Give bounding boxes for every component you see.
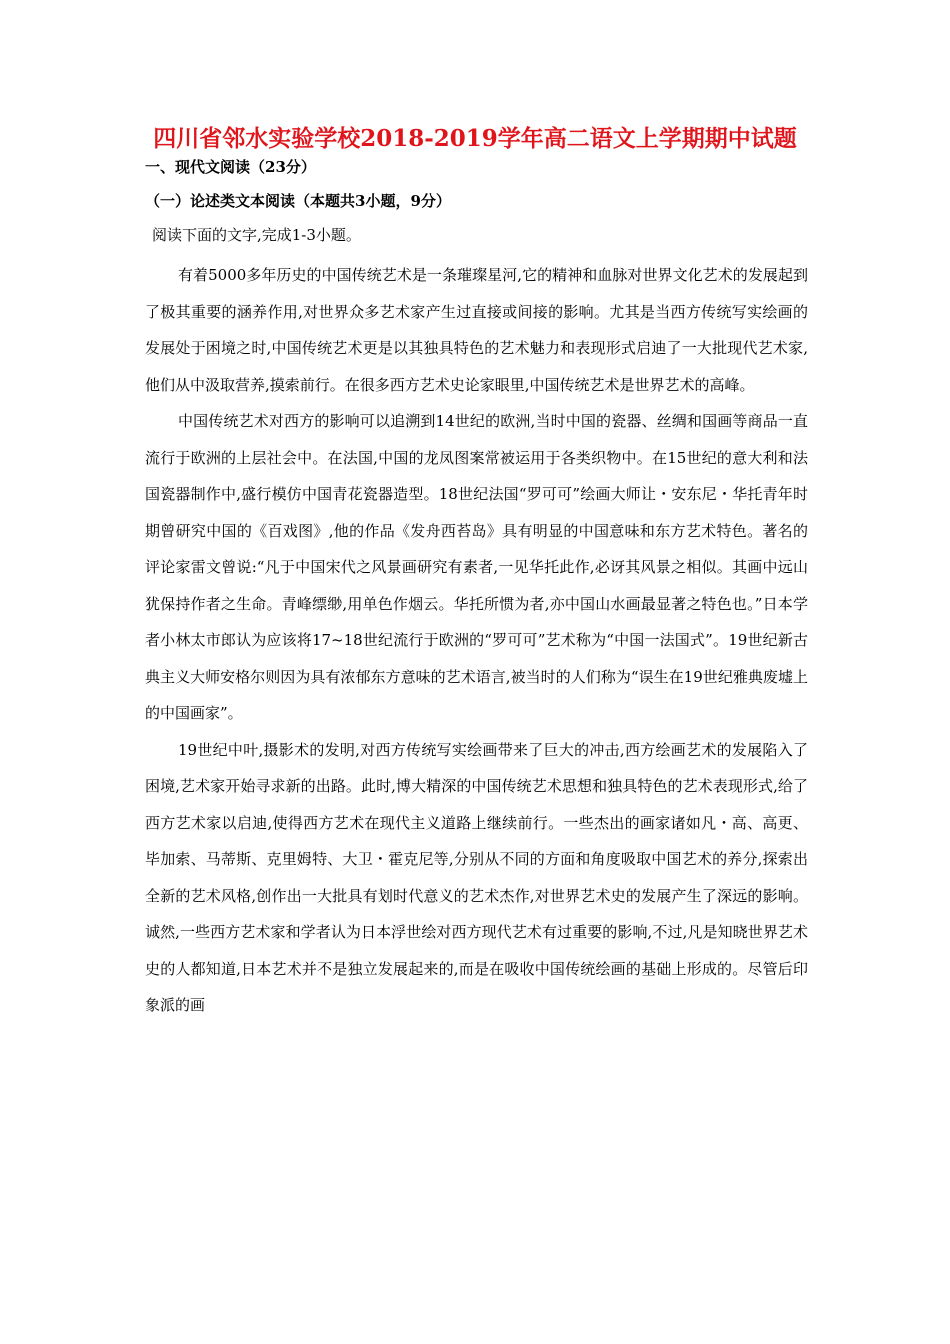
article-body xyxy=(145,257,808,1024)
paragraph-1: 有着5000多年历史的中国传统艺术是一条璀璨星河,它的精神和血脉对世界文化艺术的发展起到了极其重要的涵养作用,对世界众多艺术家产生过直接或间接的影响。尤其是当西方传统写实绘画的发展处于困境之时,中国传统艺术更是以其独具特色的艺术魅力和表现形式启迪了一大批现代艺术家,他们从中汲取营养,摸索前行。在很多西方艺术史论家眼里,中国传统艺术是世界艺术的高峰。 xyxy=(145,266,808,394)
section-heading: 一、现代文阅读（23分） xyxy=(145,158,316,176)
reading-instruction: 阅读下面的文字,完成1-3小题。 xyxy=(152,226,361,244)
subsection-heading: （一）论述类文本阅读（本题共3小题，9分） xyxy=(145,192,451,210)
document-title: 四川省邻水实验学校2018-2019学年高二语文上学期期中试题 xyxy=(153,125,797,152)
paragraph-3: 19世纪中叶,摄影术的发明,对西方传统写实绘画带来了巨大的冲击,西方绘画艺术的发展陷入了困境,艺术家开始寻求新的出路。此时,博大精深的中国传统艺术思想和独具特色的艺术表现形式,给了西方艺术家以启迪,使得西方艺术在现代主义道路上继续前行。一些杰出的画家诸如凡・高、高更、毕加索、马蒂斯、克里姆特、大卫・霍克尼等,分别从不同的方面和角度吸取中国艺术的养分,探索出全新的艺术风格,创作出一大批具有划时代意义的艺术杰作,对世界艺术史的发展产生了深远的影响。诚然,一些西方艺术家和学者认为日本浮世绘对西方现代艺术有过重要的影响,不过,凡是知晓世界艺术史的人都知道,日本艺术并不是独立发展起来的,而是在吸收中国传统绘画的基础上形成的。尽管后印象派的画 xyxy=(145,740,808,1014)
paragraph-2: 中国传统艺术对西方的影响可以追溯到14世纪的欧洲,当时中国的瓷器、丝绸和国画等商品一直流行于欧洲的上层社会中。在法国,中国的龙凤图案常被运用于各类织物中。在15世纪的意大利和法国瓷器制作中,盛行模仿中国青花瓷器造型。18世纪法国“罗可可”绘画大师让・安东尼・华托青年时期曾研究中国的《百戏图》,他的作品《发舟西苔岛》具有明显的中国意味和东方艺术特色。著名的评论家雷文曾说:“凡于中国宋代之风景画研究有素者,一见华托此作,必讶其风景之相似。其画中远山犹保持作者之生命。青峰缥缈,用单色作烟云。华托所惯为者,亦中国山水画最显著之特色也。”日本学者小林太市郎认为应该将17~18世纪流行于欧洲的“罗可可”艺术称为“中国一法国式”。19世纪新古典主义大师安格尔则因为具有浓郁东方意味的艺术语言,被当时的人们称为“误生在19世纪雅典废墟上的中国画家”。 xyxy=(145,412,808,722)
